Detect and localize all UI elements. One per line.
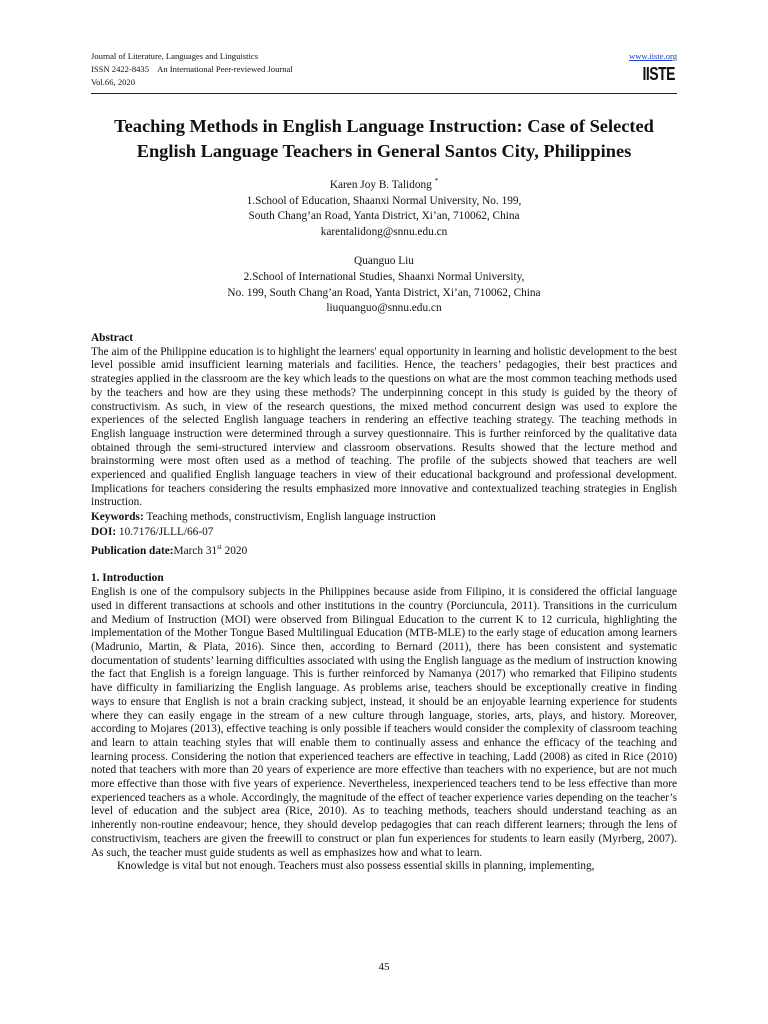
author-block-2 (91, 254, 677, 316)
publication-date-label: Publication date: (91, 545, 174, 558)
abstract-text: The aim of the Philippine education is to highlight the learners' equal opportunity in learning and holistic development to the best level possible amid insufficient learning materials and facilities. Hence, the teachers’ pedagogies, their best practices and strategies applied in the classroom are the key which leads to the questions on what are the most common teaching methods used by the teachers and how are they using these methods? The underpinning concept in this study is guided by the theory of constructivism. As such, in view of the research questions, the mixed method concurrent design was used to explore the experiences of the selected English language teachers in rendering an effective teaching strategy. The teaching methods in English language instruction were determined through a survey questionnaire. This is further reinforced by the qualitative data obtained through the semi-structured interview and classroom observations. Results showed that the lecture method and brainstorming were most often used as a method of teaching. The profile of the subjects showed that teachers are well experienced and qualified English language teachers in view of their educational background and professional development. Implications for teachers considering the results emphasized more innovative and contextualized teaching strategies in English instruction. (91, 345, 677, 509)
author-block-1 (91, 174, 677, 240)
journal-volume: Vol.66, 2020 (91, 77, 136, 87)
journal-info (91, 50, 677, 89)
abstract-heading: Abstract (91, 331, 134, 344)
affiliation-line: 2.School of International Studies, Shaanxi Normal University, (243, 270, 525, 283)
keywords-line (91, 510, 677, 525)
introduction-heading: 1. Introduction (91, 572, 164, 585)
publication-year: 2020 (221, 545, 248, 558)
affiliation-line: South Chang’an Road, Yanta District, Xi’an, 710062, China (248, 210, 520, 223)
publication-date-value: March 31 (173, 545, 218, 558)
doi-label: DOI: (91, 526, 117, 539)
keywords-label: Keywords: (91, 511, 144, 524)
publication-date-suffix: st (217, 543, 222, 552)
author-email[interactable]: liuquanguo@snnu.edu.cn (326, 302, 442, 315)
journal-url-link[interactable]: www.iiste.org (629, 51, 677, 61)
journal-issn: ISSN 2422-8435 An International Peer-reviewed Journal (91, 64, 293, 74)
iiste-logo: IISTE (642, 62, 675, 85)
journal-name: Journal of Literature, Languages and Linguistics (91, 51, 259, 61)
affiliation-line: 1.School of Education, Shaanxi Normal University, No. 199, (246, 194, 522, 207)
author-name: Quanguo Liu (354, 255, 414, 268)
header-rule (91, 93, 677, 94)
paper-page (91, 50, 677, 874)
publication-date-line (91, 540, 677, 559)
corresponding-mark: * (434, 177, 439, 185)
introduction-paragraph-2: Knowledge is vital but not enough. Teachers must also possess essential skills in planning, implementing, (117, 860, 595, 873)
paper-title: Teaching Methods in English Language Instruction: Case of Selected English Language Teachers in General Santos City, Philippines (114, 116, 654, 161)
doi-line (91, 525, 677, 540)
keywords-value: Teaching methods, constructivism, English language instruction (143, 511, 436, 524)
author-email[interactable]: karentalidong@snnu.edu.cn (320, 225, 448, 238)
doi-value: 10.7176/JLLL/66-07 (116, 526, 214, 539)
journal-header (91, 50, 677, 92)
affiliation-line: No. 199, South Chang’an Road, Yanta District, Xi’an, 710062, China (227, 286, 541, 299)
page-number: 45 (378, 961, 390, 973)
author-name: Karen Joy B. Talidong (329, 179, 432, 191)
introduction-paragraph-1: English is one of the compulsory subjects in the Philippines because aside from Filipino, it is considered the official language used in different transactions at schools and other institutions in the country (Porciuncula, 2011). Transitions in the curriculum and Medium of Instruction (MOI) were observed from Bilingual Education to the current K to 12 curricula, highlighting the implementation of the Mother Tongue Based Multilingual Education (MTB-MLE) to the early stage of education among learners (Madrunio, Martin, & Plata, 2016). Since then, according to Bernard (2011), there has been consistent and systematic documentation of students’ learning difficulties associated with using the English language as the medium of instruction knowing the fact that English is a foreign language. This is further reinforced by Namanya (2017) who remarked that Filipino students have difficulty in familiarizing the English language. As problems arise, teachers should be exceptionally creative in finding ways to ensure that English is not a brain cracking subject, instead, it should be an enjoyable learning experience for students where they can easily engage in the stream of a new culture through language, stories, arts, plays, and history. Moreover, according to Mojares (2013), effective teaching is only possible if teachers would consider the complexity of classroom teaching and learn to attain teaching styles that will enable them to continually assess and enhance the efficacy of the teaching and learning process. Considering the notion that experienced teachers are effective in teaching, Ladd (2008) as cited in Rice (2010) noted that teachers with more than 20 years of experience are more effective than teachers with no experience, but are not much more effective than those with five years of experience. Nevertheless, inexperienced teachers tend to be less effective than more experienced teachers as a whole. Accordingly, the magnitude of the effect of teacher experience varies depending on the teacher’s level of education and the subject area (Rice, 2010). As to teaching methods, teachers should understand teaching as an inherently non-routine endeavour; hence, they should develop pedagogies that can reach different learners; through the lens of constructivism, teachers are given the freewill to construct or plan fun experiences for students to learn easily (Myrberg, 2007). As such, the teacher must guide students as well as emphasizes how and what to learn. (91, 586, 678, 859)
